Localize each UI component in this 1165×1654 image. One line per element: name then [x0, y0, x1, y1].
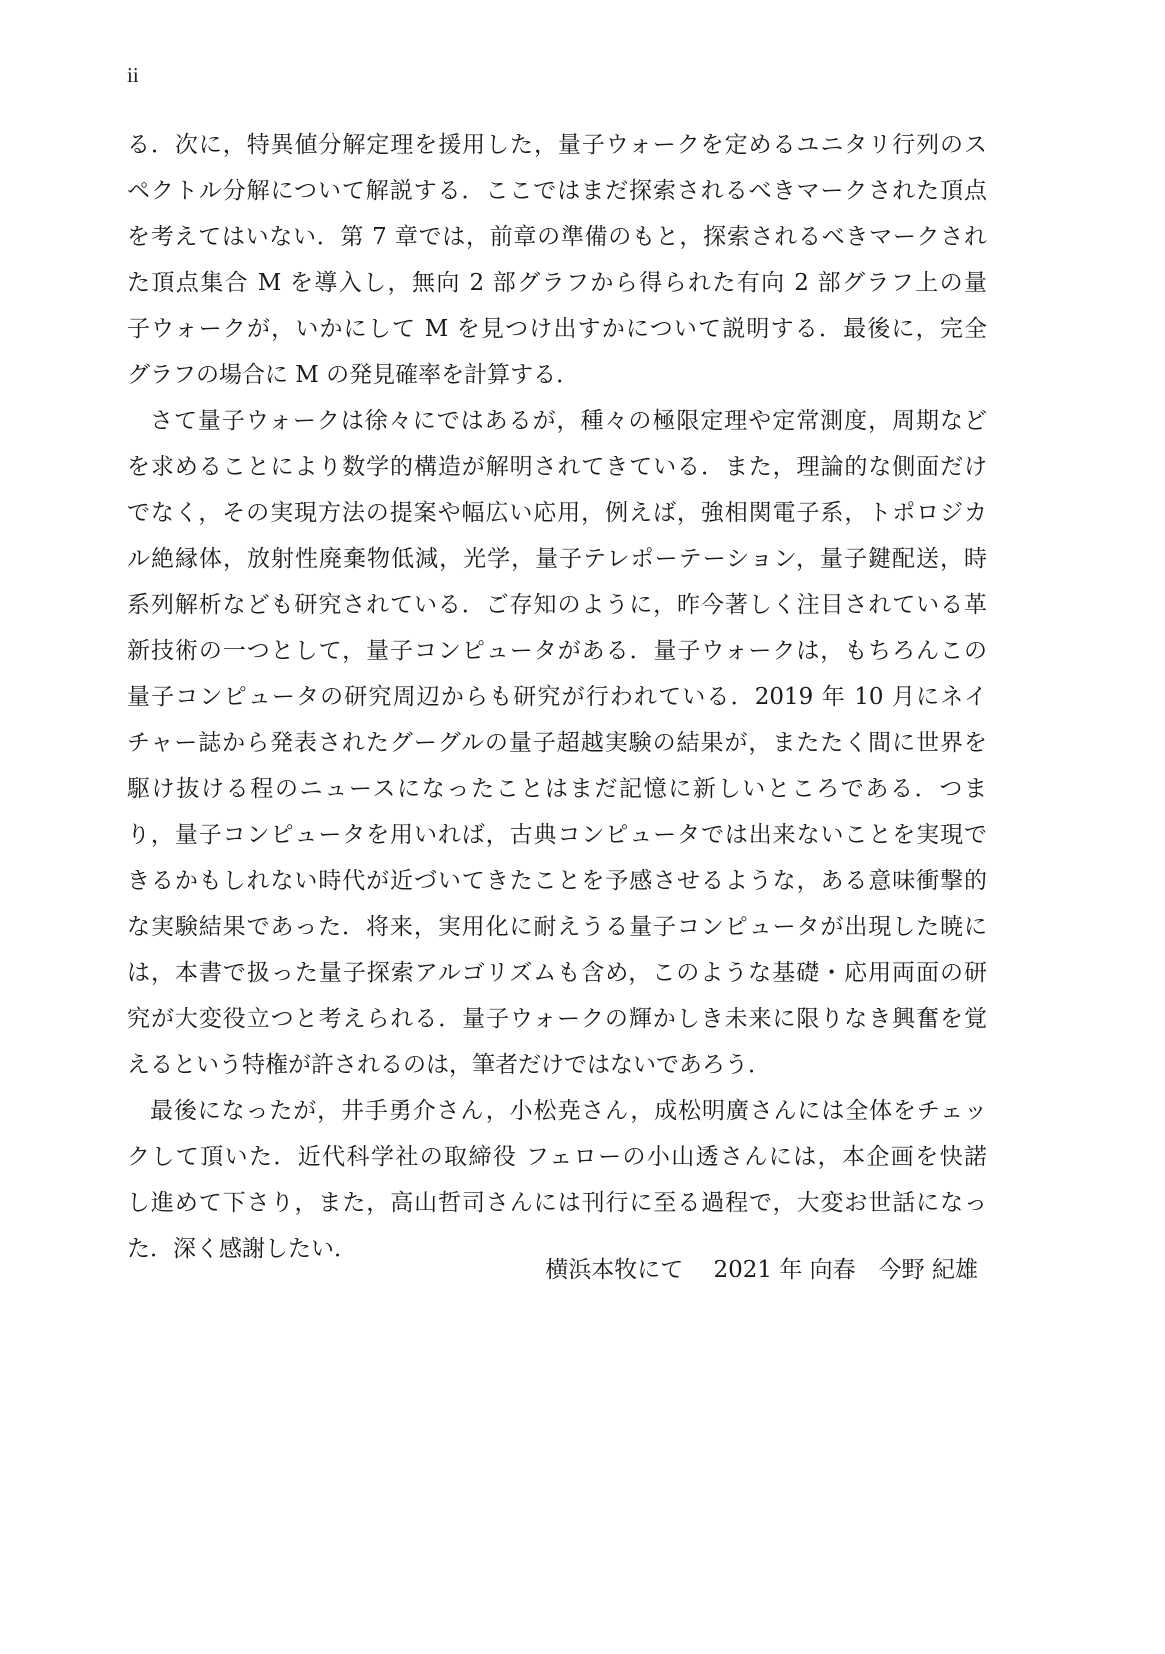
text-line: は，本書で扱った量子探索アルゴリズムも含め，このような基礎・応用両面の研 — [127, 960, 987, 986]
text-line: し進めて下さり，また，高山哲司さんには刊行に至る過程で，大変お世話になっ — [127, 1190, 987, 1216]
text-line: 新技術の一つとして，量子コンピュータがある．量子ウォークは，もちろんこの — [127, 638, 987, 664]
text-line: 系列解析なども研究されている．ご存知のように，昨今著しく注目されている革 — [127, 592, 987, 618]
text-line: る．次に，特異値分解定理を援用した，量子ウォークを定めるユニタリ行列のス — [127, 132, 987, 158]
text-line: さて量子ウォークは徐々にではあるが，種々の極限定理や定常測度，周期など — [150, 408, 987, 434]
text-line: た頂点集合 M を導入し，無向 2 部グラフから得られた有向 2 部グラフ上の量 — [127, 270, 987, 296]
text-line: チャー誌から発表されたグーグルの量子超越実験の結果が，またたく間に世界を — [127, 730, 987, 756]
text-line: 駆け抜ける程のニュースになったことはまだ記憶に新しいところである．つま — [127, 776, 987, 802]
text-line: ペクトル分解について解説する．ここではまだ探索されるべきマークされた頂点 — [127, 178, 987, 204]
text-line: 最後になったが，井手勇介さん，小松尭さん，成松明廣さんには全体をチェッ — [150, 1098, 987, 1124]
text-line: 究が大変役立つと考えられる．量子ウォークの輝かしき未来に限りなき興奮を覚 — [127, 1006, 987, 1032]
page-number: ii — [127, 63, 139, 87]
text-line: 子ウォークが，いかにして M を見つけ出すかについて説明する．最後に，完全 — [127, 316, 987, 342]
body-text — [127, 122, 987, 1272]
text-line: た．深く感謝したい． — [127, 1236, 357, 1262]
text-line: クして頂いた．近代科学社の取締役 フェローの小山透さんには，本企画を快諾 — [127, 1144, 987, 1170]
text-line: グラフの場合に M の発見確率を計算する． — [127, 362, 580, 388]
text-line: を求めることにより数学的構造が解明されてきている．また，理論的な側面だけ — [127, 454, 987, 480]
text-line: り，量子コンピュータを用いれば，古典コンピュータでは出来ないことを実現で — [127, 822, 987, 848]
text-line: 量子コンピュータの研究周辺からも研究が行われている．2019 年 10 月にネイ — [127, 684, 987, 710]
text-line: を考えてはいない．第 7 章では，前章の準備のもと，探索されるべきマークされ — [127, 224, 987, 250]
text-line: な実験結果であった．将来，実用化に耐えうる量子コンピュータが出現した暁に — [127, 914, 987, 940]
text-line: きるかもしれない時代が近づいてきたことを予感させるような，ある意味衝撃的 — [127, 868, 987, 894]
author-signature: 横浜本牧にて 2021 年 向春 今野 紀雄 — [545, 1257, 978, 1283]
text-line: でなく，その実現方法の提案や幅広い応用，例えば，強相関電子系，トポロジカ — [127, 500, 987, 526]
text-line: えるという特権が許されるのは，筆者だけではないであろう． — [127, 1052, 771, 1078]
text-line: ル絶縁体，放射性廃棄物低減，光学，量子テレポーテーション，量子鍵配送，時 — [127, 546, 987, 572]
